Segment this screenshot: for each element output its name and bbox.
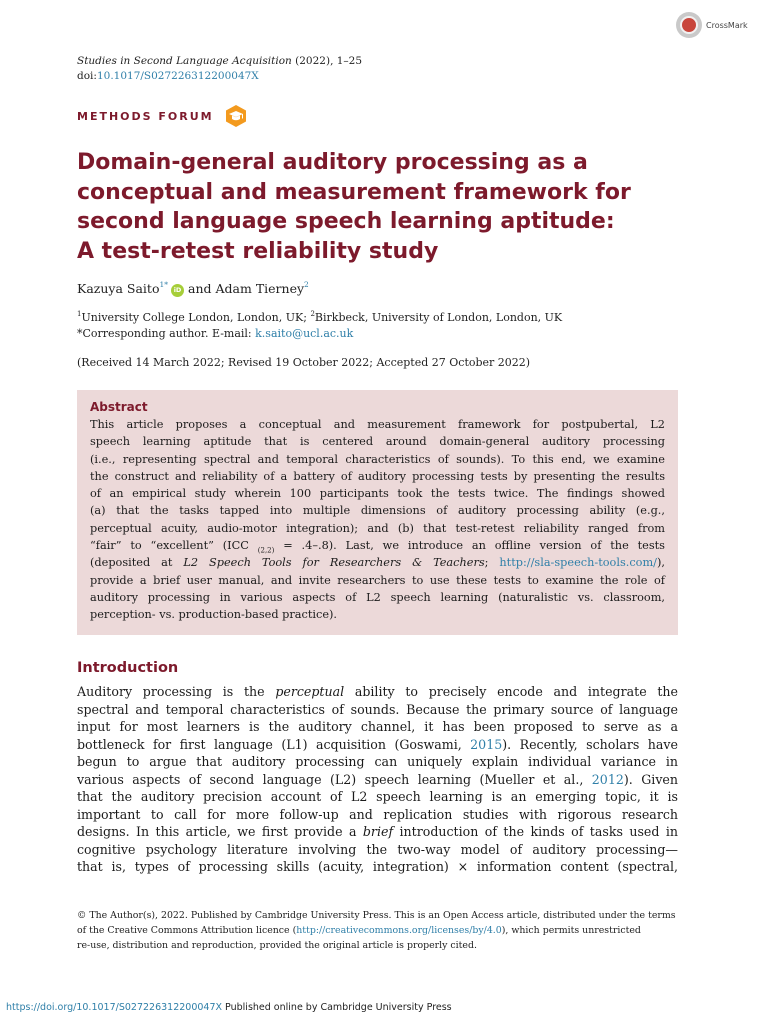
tools-link[interactable]: http://sla-speech-tools.com/ [499, 556, 657, 570]
doi-link[interactable]: 10.1017/S027226312200047X [96, 70, 259, 82]
license-line [77, 923, 678, 938]
abstract-box [77, 390, 678, 635]
orcid-icon[interactable]: iD [171, 284, 184, 297]
crossmark-label: CrossMark [706, 20, 748, 30]
abstract-line: perceptual acuity, audio-motor integration); and (b) that test-retest reliability ranged from [90, 521, 665, 535]
abstract-line: auditory processing in various aspects of L2 speech learning (naturalistic vs. classroom, [90, 590, 665, 604]
abstract-line: speech learning aptitude that is centered around domain-general auditory processing [90, 435, 665, 449]
section-label [77, 104, 248, 128]
journal-header [77, 54, 362, 84]
abstract-line: perception- vs. production-based practice). [90, 608, 338, 622]
body-text: ). Given [623, 771, 678, 787]
tool-name: L2 Speech Tools for Researchers & Teachers [183, 556, 485, 570]
body-text: introduction of the kinds of tasks used in [393, 824, 678, 839]
footer-doi-link[interactable]: https://doi.org/10.1017/S027226312200047X [6, 1002, 223, 1013]
abstract-line [90, 537, 665, 554]
body-line: input for most learners is the auditory channel, it has been proposed to serve as a [77, 719, 678, 734]
author-list [77, 280, 309, 297]
abstract-text: ), [656, 556, 665, 570]
license-line: re-use, distribution and reproduction, provided the original article is properly cited. [77, 940, 477, 951]
author-affil-sup: 2 [304, 280, 309, 289]
abstract-heading: Abstract [90, 400, 148, 414]
crossmark-icon [676, 12, 702, 38]
body-line: that the auditory precision account of L2 speech learning is an emerging topic, it is [77, 789, 678, 804]
affil-sup: 1 [77, 310, 82, 318]
email-link[interactable]: k.saito@ucl.ac.uk [255, 327, 354, 340]
abstract-line: (i.e., representing spectral and temporal characteristics of sounds). To this end, we examine [90, 452, 665, 466]
article-title [77, 148, 697, 266]
abstract-line: the construct and reliability of a battery of auditory processing tests by presenting the results [90, 469, 665, 483]
body-emphasis: brief [362, 824, 394, 839]
section-label-text: METHODS FORUM [77, 109, 214, 123]
affil-sup: 2 [310, 310, 315, 318]
received-dates: (Received 14 March 2022; Revised 19 October 2022; Accepted 27 October 2022) [77, 356, 531, 369]
icc-subscript: (2,2) [257, 546, 275, 555]
abstract-text: (deposited at [90, 556, 184, 570]
citation-link[interactable]: 2015 [470, 736, 503, 752]
journal-pages: (2022), 1–25 [295, 55, 363, 67]
graduation-cap-icon [224, 104, 248, 128]
body-line [77, 771, 678, 789]
license-note [77, 908, 678, 953]
body-line [77, 823, 678, 841]
body-text: ). Recently, scholars have [502, 736, 678, 752]
body-line [77, 736, 678, 754]
citation-link[interactable]: 2012 [591, 771, 624, 787]
body-text: various aspects of second language (L2) speech learning (Mueller et al., [77, 771, 592, 787]
title-line: second language speech learning aptitude: [77, 209, 615, 234]
abstract-text: = .4–.8). Last, we introduce an offline version of the tests [274, 539, 665, 553]
abstract-text: ; [484, 556, 500, 570]
body-emphasis: perceptual [275, 684, 345, 699]
abstract-line: of an empirical study wherein 100 participants took the tests twice. The findings showed [90, 487, 665, 501]
footer-published: Published online by Cambridge University Press [222, 1002, 452, 1013]
author-name[interactable]: Kazuya Saito [77, 281, 160, 296]
author-affil-sup: 1* [159, 280, 169, 289]
abstract-line: provide a brief user manual, and invite researchers to use these tests to examine the role of [90, 573, 665, 587]
body-line: cognitive psychology literature involving the two-way model of auditory processing— [77, 841, 678, 857]
author-name[interactable]: Adam Tierney [215, 281, 305, 296]
abstract-text: “fair” to “excellent” (ICC [90, 539, 258, 553]
corresponding-label: *Corresponding author. E-mail: [77, 327, 256, 340]
affiliation: Birkbeck, University of London, London, UK [314, 311, 563, 324]
license-text: of the Creative Commons Attribution licence ( [77, 925, 297, 936]
title-line: conceptual and measurement framework for [77, 179, 631, 205]
doi-prefix: doi: [77, 70, 97, 82]
body-line: that is, types of processing skills (acuity, integration) × information content (spectral, [77, 859, 678, 874]
abstract-line [90, 554, 665, 571]
body-text: bottleneck for first language (L1) acquisition (Goswami, [77, 736, 471, 752]
license-line: © The Author(s), 2022. Published by Cambridge University Press. This is an Open Access article, distributed under the terms [77, 910, 676, 921]
body-line [77, 683, 678, 701]
affiliations [77, 306, 562, 342]
body-line: begun to argue that auditory processing can uniquely explain individual variance in [77, 754, 678, 769]
body-text: designs. In this article, we first provide a [77, 824, 363, 839]
body-line: important to call for more follow-up and replication studies with rigorous research [77, 806, 678, 822]
introduction-body [77, 683, 678, 876]
body-text: ability to precisely encode and integrate the [344, 684, 678, 699]
license-text: ), which permits unrestricted [501, 925, 641, 936]
journal-name: Studies in Second Language Acquisition [77, 55, 292, 67]
body-line: spectral and temporal characteristics of sounds. Because the primary source of language [77, 701, 678, 717]
license-link[interactable]: http://creativecommons.org/licenses/by/4.0 [296, 925, 502, 936]
abstract-line: (a) that the tasks tapped into multiple dimensions of auditory processing ability (e.g., [90, 504, 665, 518]
affiliation: University College London, London, UK; [81, 311, 311, 324]
abstract-line: This article proposes a conceptual and measurement framework for postpubertal, L2 [90, 418, 665, 431]
author-and: and [188, 281, 212, 296]
crossmark-badge[interactable] [676, 12, 748, 38]
body-text: Auditory processing is the [77, 684, 276, 699]
title-line: A test-retest reliability study [77, 238, 439, 264]
page-footer [6, 1002, 452, 1013]
introduction-heading: Introduction [77, 660, 179, 676]
title-line: Domain-general auditory processing as a [77, 150, 588, 175]
